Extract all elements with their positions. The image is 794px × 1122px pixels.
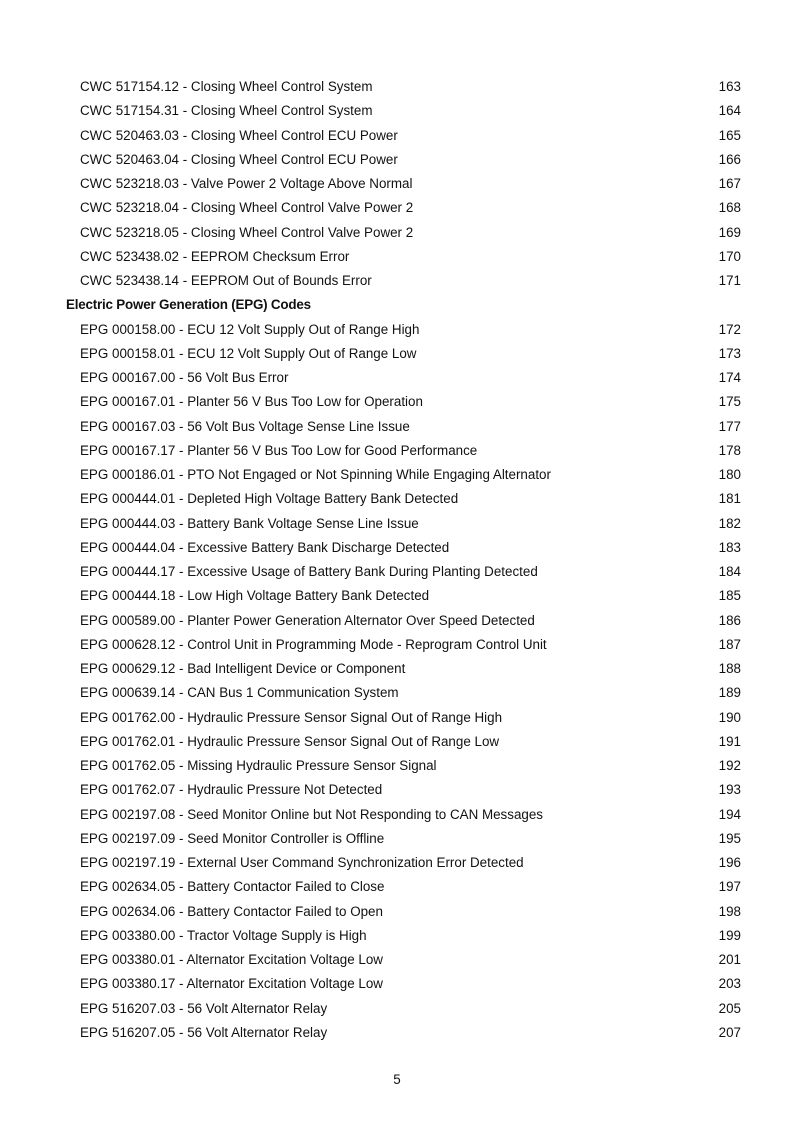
toc-entry-page: 174 [718, 370, 741, 385]
toc-entry[interactable] [0, 851, 794, 875]
toc-entry[interactable] [0, 997, 794, 1021]
toc-entry-page: 189 [718, 685, 741, 701]
toc-entry-title: EPG 000444.01 - Depleted High Voltage Battery Bank Detected [80, 491, 459, 507]
toc-entry-page: 201 [718, 952, 741, 967]
toc-entry[interactable] [0, 803, 794, 827]
toc-entry[interactable] [0, 342, 794, 366]
toc-entry-page: 166 [718, 151, 741, 167]
toc-entry-page: 164 [718, 103, 741, 119]
toc-entry-page: 190 [718, 709, 741, 725]
toc-entry[interactable] [0, 99, 794, 123]
section-title: Electric Power Generation (EPG) Codes [66, 297, 311, 313]
toc-entry[interactable] [0, 754, 794, 778]
toc-entry-title: EPG 002197.08 - Seed Monitor Online but Not Responding to CAN Messages [80, 806, 543, 822]
toc-entry-page: 186 [718, 612, 741, 628]
toc-entry[interactable] [0, 875, 794, 899]
toc-entry[interactable] [0, 609, 794, 633]
toc-entry-page: 207 [718, 1024, 741, 1040]
toc-entry-page: 193 [718, 782, 741, 798]
toc-entry-title: EPG 000444.03 - Battery Bank Voltage Sense Line Issue [80, 515, 419, 531]
toc-entry-title: EPG 002634.05 - Battery Contactor Failed to Close [80, 879, 385, 895]
toc-entry[interactable] [0, 463, 794, 487]
toc-entry-page: 172 [718, 321, 741, 337]
toc-entry-title: EPG 000444.04 - Excessive Battery Bank Discharge Detected [80, 539, 450, 555]
toc-entry[interactable] [0, 75, 794, 99]
toc-entry-title: EPG 000167.00 - 56 Volt Bus Error [80, 370, 289, 385]
toc-entry-page: 194 [718, 806, 741, 822]
toc-entry-page: 191 [718, 733, 741, 749]
toc-entry-title: EPG 000589.00 - Planter Power Generation Alternator Over Speed Detected [80, 612, 535, 628]
toc-entry[interactable] [0, 512, 794, 536]
toc-entry[interactable] [0, 706, 794, 730]
toc-entry-page: 187 [718, 636, 741, 652]
toc-entry[interactable] [0, 633, 794, 657]
toc-entry[interactable] [0, 657, 794, 681]
toc-entry[interactable] [0, 196, 794, 220]
toc-entry-page: 170 [718, 248, 741, 264]
toc-entry-page: 203 [718, 976, 741, 992]
toc-entry-page: 197 [718, 879, 741, 895]
toc-entry-page: 182 [718, 515, 741, 531]
toc-entry-title: CWC 517154.31 - Closing Wheel Control System [80, 103, 373, 119]
toc-entry[interactable] [0, 148, 794, 172]
toc-entry[interactable] [0, 584, 794, 608]
toc-entry-title: CWC 523218.04 - Closing Wheel Control Valve Power 2 [80, 200, 414, 216]
toc-entry[interactable] [0, 172, 794, 196]
toc-entry[interactable] [0, 730, 794, 754]
toc-entry-title: EPG 000167.03 - 56 Volt Bus Voltage Sense Line Issue [80, 418, 410, 434]
page-number: 5 [393, 1072, 401, 1087]
toc-entry[interactable] [0, 900, 794, 924]
toc-entry-title: EPG 003380.00 - Tractor Voltage Supply is High [80, 927, 367, 943]
toc-entry-page: 175 [718, 394, 741, 410]
toc-entry[interactable] [0, 487, 794, 511]
toc-entry-page: 180 [718, 467, 741, 482]
toc-entry[interactable] [0, 124, 794, 148]
toc-entry-title: EPG 002634.06 - Battery Contactor Failed to Open [80, 903, 383, 919]
toc-entry[interactable] [0, 972, 794, 996]
toc-entry-title: EPG 002197.19 - External User Command Synchronization Error Detected [80, 855, 524, 870]
toc-entry[interactable] [0, 245, 794, 269]
toc-entry-title: EPG 000628.12 - Control Unit in Programming Mode - Reprogram Control Unit [80, 636, 547, 652]
toc-entry-page: 198 [718, 903, 741, 919]
toc-entry[interactable] [0, 536, 794, 560]
toc-entry-page: 171 [718, 273, 741, 288]
toc-section-heading [0, 293, 794, 317]
toc-entry-title: EPG 001762.07 - Hydraulic Pressure Not Detected [80, 782, 383, 798]
toc-entry-title: EPG 516207.05 - 56 Volt Alternator Relay [80, 1024, 328, 1040]
toc-entry[interactable] [0, 439, 794, 463]
toc-entry-page: 183 [718, 539, 741, 555]
toc-entry-page: 168 [718, 200, 741, 216]
toc-entry-title: CWC 523438.02 - EEPROM Checksum Error [80, 248, 350, 264]
toc-entry-title: CWC 523218.03 - Valve Power 2 Voltage Above Normal [80, 176, 413, 191]
toc-entry-title: EPG 000186.01 - PTO Not Engaged or Not Spinning While Engaging Alternator [80, 467, 551, 482]
toc-entry[interactable] [0, 948, 794, 972]
toc-entry-title: EPG 000444.18 - Low High Voltage Battery Bank Detected [80, 588, 430, 604]
toc-entry-title: EPG 000444.17 - Excessive Usage of Battery Bank During Planting Detected [80, 564, 538, 579]
toc-entry-page: 163 [718, 79, 741, 94]
toc-entry-page: 169 [718, 224, 741, 240]
toc-entry[interactable] [0, 415, 794, 439]
toc-entry-title: EPG 003380.17 - Alternator Excitation Voltage Low [80, 976, 383, 992]
toc-entry-page: 173 [718, 345, 741, 361]
toc-entry-page: 177 [718, 418, 741, 434]
toc-entry-title: EPG 001762.01 - Hydraulic Pressure Sensor Signal Out of Range Low [80, 733, 500, 749]
toc-entry-title: EPG 001762.05 - Missing Hydraulic Pressure Sensor Signal [80, 758, 437, 773]
toc-entry-page: 192 [718, 758, 741, 773]
toc-entry-title: EPG 516207.03 - 56 Volt Alternator Relay [80, 1000, 328, 1016]
toc-entry-title: EPG 001762.00 - Hydraulic Pressure Sensor Signal Out of Range High [80, 709, 503, 725]
toc-entry[interactable] [0, 269, 794, 293]
toc-entry[interactable] [0, 924, 794, 948]
toc-entry-page: 184 [718, 564, 741, 579]
toc-entry-page: 178 [718, 442, 741, 458]
toc-entry[interactable] [0, 318, 794, 342]
toc-entry[interactable] [0, 827, 794, 851]
toc-entry[interactable] [0, 778, 794, 802]
toc-entry-page: 181 [718, 491, 741, 507]
toc-entry-page: 195 [718, 830, 741, 846]
toc-entry-page: 199 [718, 927, 741, 943]
toc-entry[interactable] [0, 681, 794, 705]
toc-entry-page: 165 [718, 127, 741, 143]
toc-entry-page: 205 [718, 1000, 741, 1016]
table-of-contents [0, 75, 794, 1045]
toc-entry-title: EPG 002197.09 - Seed Monitor Controller is Offline [80, 830, 385, 846]
toc-entry-page: 196 [718, 855, 741, 870]
toc-entry-title: CWC 520463.04 - Closing Wheel Control ECU Power [80, 151, 398, 167]
toc-entry[interactable] [0, 560, 794, 584]
toc-entry-title: EPG 000167.01 - Planter 56 V Bus Too Low for Operation [80, 394, 423, 410]
toc-entry-title: EPG 003380.01 - Alternator Excitation Voltage Low [80, 952, 383, 967]
toc-entry-title: CWC 520463.03 - Closing Wheel Control ECU Power [80, 127, 398, 143]
toc-entry-title: EPG 000158.00 - ECU 12 Volt Supply Out of Range High [80, 321, 420, 337]
toc-entry[interactable] [0, 221, 794, 245]
toc-entry-title: CWC 517154.12 - Closing Wheel Control System [80, 79, 373, 94]
toc-entry-page: 185 [718, 588, 741, 604]
toc-entry[interactable] [0, 390, 794, 414]
toc-entry-title: EPG 000167.17 - Planter 56 V Bus Too Low for Good Performance [80, 442, 478, 458]
toc-entry-title: CWC 523438.14 - EEPROM Out of Bounds Error [80, 273, 372, 288]
toc-entry[interactable] [0, 366, 794, 390]
toc-entry-page: 188 [718, 661, 741, 676]
toc-entry-page: 167 [718, 176, 741, 191]
toc-entry-title: EPG 000158.01 - ECU 12 Volt Supply Out of Range Low [80, 345, 417, 361]
toc-entry-title: CWC 523218.05 - Closing Wheel Control Valve Power 2 [80, 224, 414, 240]
toc-entry-title: EPG 000629.12 - Bad Intelligent Device or Component [80, 661, 406, 676]
toc-entry[interactable] [0, 1021, 794, 1045]
toc-entry-title: EPG 000639.14 - CAN Bus 1 Communication System [80, 685, 399, 701]
